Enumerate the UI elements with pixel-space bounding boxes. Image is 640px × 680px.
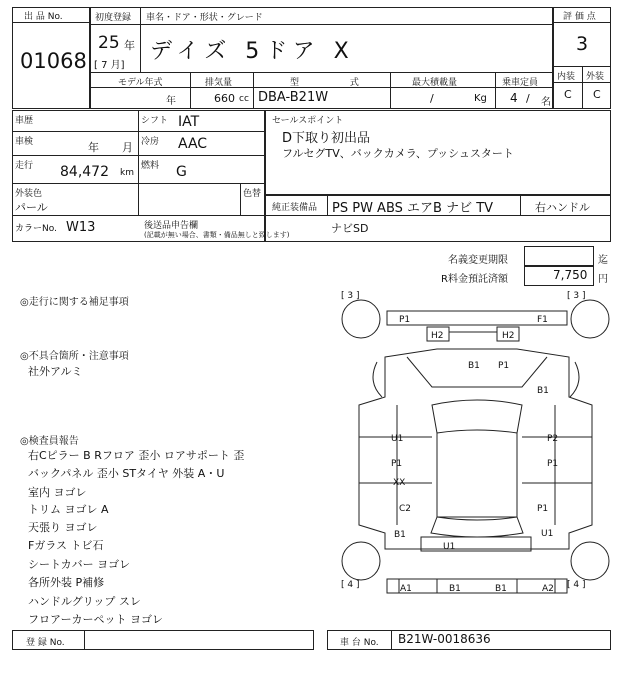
mark-right-rear-u: U1 [541,529,554,539]
tire-front-left: [ 3 ] [341,291,360,301]
max-load-label: 最大積載量 [412,78,458,88]
mark-lamp-left: H2 [431,331,444,341]
mark-rear-a2: A2 [542,584,554,594]
defects-label: ◎不具合箇所・注意事項 [20,351,129,362]
sales-point-label: セールスポイント [272,116,344,126]
displacement: 660 [214,92,235,105]
tire-rear-right: [ 4 ] [567,580,586,590]
max-load-unit: Kg [474,93,487,104]
tire-front-right: [ 3 ] [567,291,586,301]
recycle-label: R料金預託済額 [441,274,508,285]
color-no-label: カラーNo. [15,224,57,234]
interior-grade: C [564,88,572,101]
sales-point-line-2: フルセグTV、バックカメラ、プッシュスタート [282,147,514,160]
mileage-unit: km [120,168,134,178]
displacement-label: 排気量 [205,78,233,88]
equipment-label: 純正装備品 [272,203,318,213]
inspector-line-8: 各所外装 P補修 [28,576,105,589]
mark-hood-left: B1 [468,361,480,371]
ac: AAC [178,136,208,152]
mark-left-rear-c: C2 [399,504,412,514]
mark-tailgate: U1 [443,542,456,552]
car-damage-diagram [337,287,615,605]
inspection-label: 車検 [15,137,34,147]
capacity-unit: 名 [541,97,551,108]
reg-no-label: 登 録 No. [26,638,65,648]
inspector-label: ◎検査員報告 [20,436,79,447]
recycle-value: 7,750 [553,268,588,282]
inspector-line-3: 室内 ヨゴレ [28,486,87,499]
inspector-line-9: ハンドルグリップ スレ [28,595,141,608]
equipment-items: PS PW ABS エアB ナビ TV [332,201,494,216]
inspection-month-unit: 月 [122,141,133,154]
lot-no-label: 出 品 No. [24,12,63,22]
exterior-label: 外装 [586,72,605,82]
sales-point-line-1: D下取り初出品 [282,131,371,146]
displacement-unit: cc [239,94,249,104]
capacity-label: 乗車定員 [502,78,539,88]
mark-front-left-bumper: P1 [399,315,411,325]
capacity-slash: / [526,92,530,105]
max-load: / [430,92,434,105]
mark-rear-b1-b: B1 [495,584,507,594]
shift: IAT [178,114,200,130]
name-change-box [524,246,594,266]
inspector-line-2: バックパネル 歪小 STタイヤ 外装 A・U [28,467,225,480]
first-reg-label: 初度登録 [95,13,132,23]
exterior-grade: C [593,88,601,101]
mark-left-door-mid: P1 [391,459,403,469]
mark-right-rear-p: P1 [537,504,549,514]
lot-no: 01068 [20,49,87,73]
docs-note: (記載が無い場合、書類・備品無しと致します) [144,231,290,239]
score-label: 評 価 点 [563,12,596,22]
supplement-label: ◎走行に関する補足事項 [20,297,129,308]
docs-label: 後送品申告欄 [144,221,199,231]
history-label: 車歴 [15,116,34,126]
interior-label: 内装 [557,72,576,82]
mark-left-door-upper: U1 [391,434,404,444]
score: 3 [576,33,589,55]
chassis-label: 車 台 No. [340,638,379,648]
mark-right-fender: B1 [537,386,549,396]
mark-lamp-right: H2 [502,331,515,341]
mileage: 84,472 [60,164,109,180]
mark-front-right-bumper: F1 [537,315,548,325]
recycle-unit: 円 [598,274,608,285]
year-unit: 年 [124,39,135,52]
inspector-line-7: シートカバー ヨゴレ [28,558,131,571]
model-year-label: モデル年式 [118,78,163,88]
inspection-year-unit: 年 [88,141,99,154]
first-reg-month: [ 7 月] [94,60,125,71]
inspector-line-4: トリム ヨゴレ A [28,503,109,516]
name-change-label: 名義変更期限 [448,255,508,266]
mark-hood-right: P1 [498,361,510,371]
capacity: 4 [510,91,518,105]
mileage-label: 走行 [15,161,34,171]
car-name-label: 車名・ドア・形状・グレード [146,13,263,23]
inspector-line-5: 天張り ヨゴレ [28,521,98,534]
mark-left-rear-b: B1 [394,530,406,540]
type: DBA-B21W [258,90,329,105]
model-year-unit: 年 [166,96,176,107]
fuel: G [176,164,187,180]
mark-right-door-upper: P2 [547,434,559,444]
mark-rear-b1-a: B1 [449,584,461,594]
fuel-label: 燃料 [141,161,160,171]
defect-line-1: 社外アルミ [28,365,83,378]
handle: 右ハンドル [535,201,590,214]
color-change-label: 色替 [243,189,262,199]
ext-color-label: 外装色 [15,189,43,199]
ext-color: パール [15,201,48,214]
name-change-unit: 迄 [598,255,608,266]
first-reg-year: 25 [98,33,120,53]
color-no: W13 [66,220,96,235]
inspector-line-10: フロアーカーペット ヨゴレ [28,613,163,626]
car-name: デイズ 5ドア X [150,39,355,64]
tire-rear-left: [ 4 ] [341,580,360,590]
mark-left-door-xx: XX [393,478,406,488]
type-label: 型 式 [290,78,383,88]
mark-rear-a1-left: A1 [400,584,412,594]
shift-label: シフト [141,116,169,126]
chassis-no: B21W-0018636 [398,632,491,646]
inspector-line-6: Fガラス トビ石 [28,539,104,552]
equipment-extra: ナビSD [331,222,369,235]
ac-label: 冷房 [141,137,160,147]
mark-right-door-mid: P1 [547,459,559,469]
inspector-line-1: 右Cピラー B Rフロア 歪小 ロアサポート 歪 [28,449,245,462]
